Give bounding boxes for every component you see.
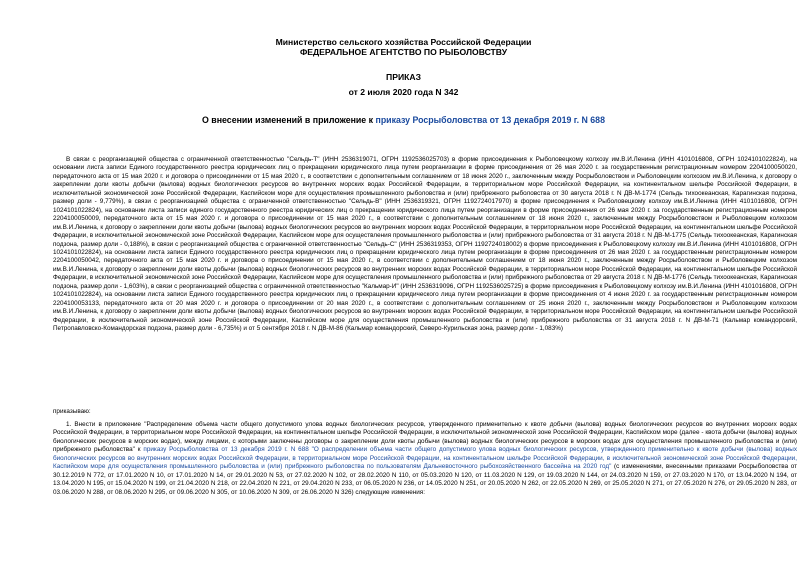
- doc-date-number: от 2 июля 2020 года N 342: [348, 87, 459, 97]
- document-title: [0, 115, 807, 126]
- ministry-heading: Министерство сельского хозяйства Российской Федерации: [275, 37, 532, 47]
- agency-heading: ФЕДЕРАЛЬНОЕ АГЕНТСТВО ПО РЫБОЛОВСТВУ: [299, 47, 508, 57]
- item-1-text-before: 1. Внести в приложение "Распределение объема части общего допустимого улова водных биологических ресурсов, утвержденного применительно к квоте добычи (вылова) водных биологических ресурсов во внутренних морских водах Российской Федерации, в территориальном море Российской Федерации, на континентальном шельфе Российской Федерации, в исключительной экономической зоне Российской Федерации, Каспийском море (далее - квота добычи (вылова) водных биологических ресурсов в морских водах), между лицами, с которыми заключены договоры о закреплении доли квоты добычи (вылова) водных биологических ресурсов в морских водах для осуществления промышленного рыболовства и (или) прибрежного рыболовства" к: [53, 421, 797, 454]
- doc-type-heading: ПРИКАЗ: [386, 72, 421, 82]
- order-word: приказываю:: [53, 408, 91, 415]
- title-order-link[interactable]: приказу Росрыболовства от 13 декабря 2019 г. N 688: [375, 115, 605, 125]
- title-prefix: О внесении изменений в приложение к: [202, 115, 376, 125]
- item-1-paragraph: [53, 421, 797, 571]
- preamble-paragraph: В связи с реорганизацией общества с ограниченной ответственностью "Сельдь-Т" (ИНН 2536319071, ОГРН 1192536025703) в форме присоединения к Рыболовецкому колхозу им.В.И.Ленина (ИНН 4101016808, ОГРН 1024101022824), на основании листа записи Единого государственного реестра юридических лиц о прекращении юридического лица путем реорганизации в форме присоединения от 26 мая 2020 г. за государственным регистрационным номером 2204100050020, передаточного акта от 15 мая 2020 г. и договора о присоединении от 15 мая 2020 г., в соответствии с дополнительным соглашением от 18 июня 2020 г., заключенным между Росрыболовством и Рыболовецким колхозом им.В.И.Ленина, к договору о закреплении доли квоты добычи (вылова) водных биологических ресурсов во внутренних морских водах Российской Федерации, в территориальном море Российской Федерации, на континентальном шельфе Российской Федерации, в исключительной экономической зоне Российской Федерации, Каспийском море для осуществления промышленного рыболовства и (или) прибрежного рыболовства от 30 августа 2018 г. N ДВ-М-1774 (Сельдь тихоокеанская, Карагинская подзона, размер доли - 9,779%), в связи с реорганизацией общества с ограниченной ответственностью "Сельдь-В" (ИНН 2536319321, ОГРН 1192724017970) в форме присоединения к Рыболовецкому колхозу им.В.И.Ленина (ИНН 4101016808, ОГРН 1024101022824), на основании листа записи единого государственного реестра юридических лиц о прекращении юридического лица путем реорганизации в форме присоединения от 26 мая 2020 г. за государственным регистрационным номером 2204100050009, передаточного акта от 15 мая 2020 г. и договора о присоединении от 15 мая 2020 г., в соответствии с дополнительным соглашением от 18 июня 2020 г., заключенным между Росрыболовством и Рыболовецким колхозом им.В.И.Ленина, к договору о закреплении доли квоты добычи (вылова) водных биологических ресурсов во внутренних морских водах Российской Федерации, в территориальном море Российской Федерации, на континентальном шельфе Российской Федерации, в исключительной экономической зоне Российской Федерации, Каспийском море для осуществления промышленного рыболовства и (или) прибрежного рыболовства от 31 августа 2018 г. N ДВ-М-1775 (Сельдь тихоокеанская, Карагинская подзона, размер доли - 0,188%), в связи с реорганизацией общества с ограниченной ответственностью "Сельдь-С" (ИНН 2536319353, ОГРН 1192724018002) в форме присоединения к Рыболовецкому колхозу им.В.И.Ленина (ИНН 4101016808, ОГРН 1024101022824), на основании листа записи Единого государственного реестра юридических лиц о прекращении юридического лица путем реорганизации в форме присоединения от 26 мая 2020 г. за государственным регистрационным номером 2204100050042, передаточного акта от 15 мая 2020 г. и договора о присоединении от 15 мая 2020 г., в соответствии с дополнительным соглашением от 18 июня 2020 г., заключенным между Росрыболовством и Рыболовецким колхозом им.В.И.Ленина, к договору о закреплении доли квоты добычи (вылова) водных биологических ресурсов во внутренних морских водах Российской Федерации, в территориальном море Российской Федерации, на континентальном шельфе Российской Федерации, в исключительной экономической зоне Российской Федерации, Каспийском море для осуществления промышленного рыболовства и (или) прибрежного рыболовства от 29 августа 2018 г. N ДВ-М-1776 (Сельдь тихоокеанская, Карагинская подзона, размер доли - 1,603%), в связи с реорганизацией общества с ограниченной ответственностью "Кальмар-И" (ИНН 2536319096, ОГРН 1192536025725) в форме присоединения к Рыболовецкому колхозу им.В.И.Ленина (ИНН 4101016808, ОГРН 1024101022824), на основании листа записи Единого государственного реестра юридических лиц о прекращении юридического лица путем реорганизации в форме присоединения от 4 июня 2020 г. за государственным регистрационным номером 2204100053133, передаточного акта от 20 мая 2020 г. и договора о присоединении от 20 мая 2020 г., в соответствии с дополнительным соглашением от 25 июня 2020 г., заключенным между Росрыболовством и Рыболовецким колхозом им.В.И.Ленина, к договору о закреплении доли квоты добычи (вылова) водных биологических ресурсов во внутренних морских водах Российской Федерации, в территориальном море Российской Федерации, на континентальном шельфе Российской Федерации, в исключительной экономической зоне Российской Федерации, Каспийском море для осуществления промышленного рыболовства и (или) прибрежного рыболовства от 31 августа 2018 г. N ДВ-М-71 (Кальмар командорский, Петропавловско-Командорская подзона, размер доли - 6,735%) и от 5 сентября 2018 г. N ДВ-М-86 (Кальмар командорский, Северо-Курильская зона, размер доли - 1,083%): [53, 156, 797, 333]
- item-1-text-after: (с изменениями, внесенными приказами Росрыболовства от 30.12.2019 N 772, от 17.01.2020 N 10, от 17.01.2020 N 14, от 29.01.2020 N 53, от 27.02.2020 N 102, от 28.02.2020 N 110, от 05.03.2020 N 120, от 11.03.2020 N 129, от 19.03.2020 N 144, от 24.03.2020 N 159, от 27.03.2020 N 170, от 13.04.2020 N 194, от 13.04.2020 N 195, от 15.04.2020 N 199, от 21.04.2020 N 218, от 22.04.2020 N 221, от 29.04.2020 N 233, от 06.05.2020 N 236, от 14.05.2020 N 251, от 20.05.2020 N 262, от 22.05.2020 N 269, от 25.05.2020 N 271, от 27.05.2020 N 276, от 29.05.2020 N 283, от 03.06.2020 N 288, от 08.06.2020 N 295, от 09.06.2020 N 305, от 10.06.2020 N 309, от 26.06.2020 N 326) следующие изменения:: [53, 463, 797, 496]
- item-1-order-link[interactable]: приказу Росрыболовства от 13 декабря 2019 г. N 688 "О распределении объема части общего допустимого улова водных биологических ресурсов, утвержденного применительно к квоте добычи (вылова) водных биологических ресурсов во внутренних морских водах Российской Федерации, в территориальном море Российской Федерации, на континентальном шельфе Российской Федерации, в исключительной экономической зоне Российской Федерации, Каспийском море для осуществления промышленного рыболовства и (или) прибрежного рыболовства по пользователям Дальневосточного рыбохозяйственного бассейна на 2020 год": [53, 446, 797, 471]
